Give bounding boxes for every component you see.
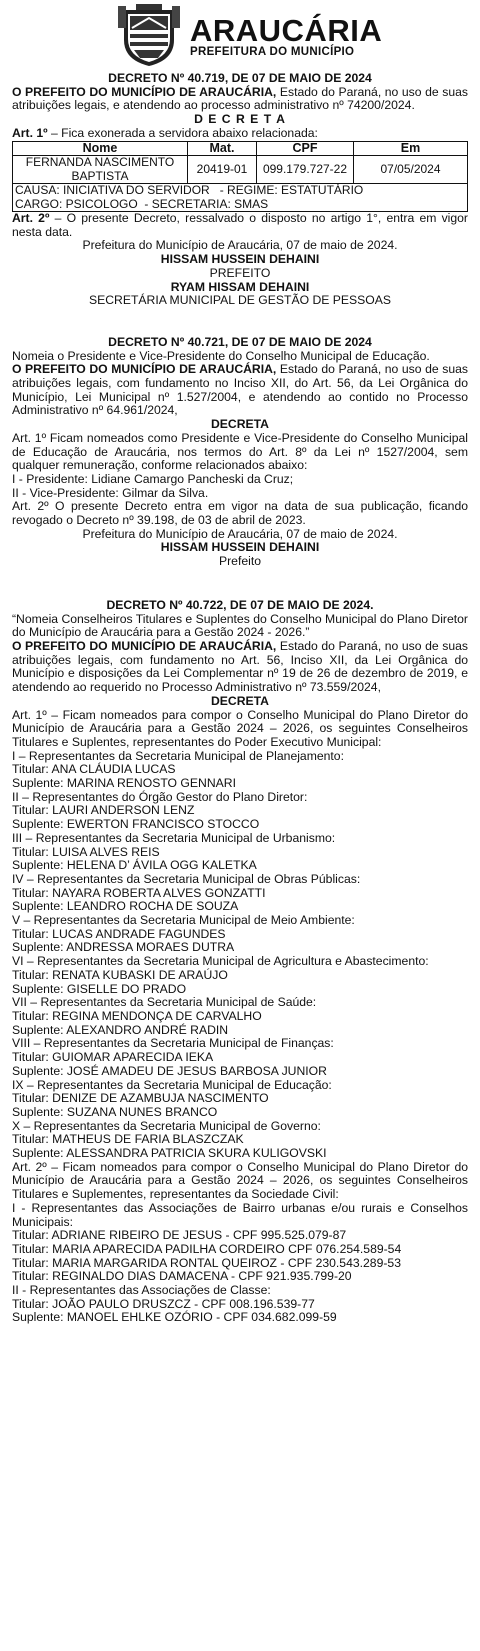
list-item: Titular: NAYARA ROBERTA ALVES GONZATTI	[12, 885, 266, 900]
list-item: IX – Representantes da Secretaria Municipal de Educação:	[12, 1077, 332, 1092]
list-item: Suplente: HELENA D’ ÁVILA OGG KALETKA	[12, 858, 257, 873]
exoneration-table	[12, 141, 468, 185]
list-item: II - Vice-Presidente: Gilmar da Silva.	[12, 485, 209, 500]
cell-em: 07/05/2024	[354, 156, 468, 184]
signatory-mayor: HISSAM HUSSEIN DEHAINI	[160, 540, 320, 555]
list-item: Suplente: MARINA RENOSTO GENNARI	[12, 776, 236, 791]
brand	[190, 13, 383, 58]
table-header-row	[13, 141, 468, 156]
decreta-heading: DECRETA	[210, 693, 269, 708]
list-item: I - Presidente: Lidiane Camargo Pancheski da Cruz;	[12, 471, 294, 486]
brand-name: ARAUCÁRIA	[190, 13, 383, 48]
list-item: Titular: GUIOMAR APARECIDA IEKA	[12, 1050, 214, 1065]
art2	[12, 212, 468, 239]
signatory-secretary-role: SECRETÁRIA MUNICIPAL DE GESTÃO DE PESSOAS	[88, 293, 392, 308]
document-page	[12, 0, 468, 1325]
art2: Art. 2º – Ficam nomeados para compor o Conselho Municipal do Plano Diretor do Município de Araucária para a Gestão 2024 – 2026, os seguintes Conselheiros Titulares e Suplementes, representantes da Sociedade Civil:	[12, 1159, 468, 1202]
intro-bold: O PREFEITO DO MUNICÍPIO DE ARAUCÁRIA,	[12, 362, 277, 377]
list-item: V – Representantes da Secretaria Municipal de Meio Ambiente:	[12, 913, 355, 928]
list-item: Suplente: ALESSANDRA PATRICIA SKURA KULIGOVSKI	[12, 1146, 327, 1161]
decree-summary: “Nomeia Conselheiros Titulares e Suplentes do Conselho Municipal do Plano Diretor do Município de Araucária para a Gestão 2024 - 2026.”	[12, 611, 468, 640]
list-item: Titular: ADRIANE RIBEIRO DE JESUS - CPF 995.525.079-87	[12, 1228, 347, 1243]
list-item: Titular: ANA CLÁUDIA LUCAS	[12, 762, 176, 777]
list-item: Suplente: EWERTON FRANCISCO STOCCO	[12, 817, 260, 832]
list-item: III – Representantes da Secretaria Municipal de Urbanismo:	[12, 830, 336, 845]
intro-bold: O PREFEITO DO MUNICÍPIO DE ARAUCÁRIA,	[12, 84, 277, 99]
signatory-mayor-role: Prefeito	[218, 554, 261, 569]
intro-text: Estado do Paraná, no uso de suas atribuições legais, com fundamento no Art. 56, Inciso XII, da Lei Orgânica do Município e disposições da Lei Complementar nº 19 de 26 de dezembro de 2019, e atendendo ao requerido no Processo Administrativo nº 73.559/2024,	[12, 639, 468, 695]
list-item: Titular: JOÃO PAULO DRUSZCZ - CPF 008.196.539-77	[12, 1296, 315, 1311]
intro-text: Estado do Paraná, no uso de suas atribuições legais, com fundamento no Inciso XII, do Art. 56, da Lei Orgânica do Município, Lei Municipal nº 1.527/2004, e atendendo ao contido no Processo Administrativo nº 64.961/2024,	[12, 362, 468, 418]
executive-members-list	[12, 750, 468, 1161]
signatory-secretary: RYAM HISSAM DEHAINI	[170, 279, 310, 294]
art1: Art. 1º – Ficam nomeados para compor o Conselho Municipal do Plano Diretor do Município de Araucária para a Gestão 2024 – 2026, os seguintes Conselheiros Titulares e Suplentes, representantes do Poder Executivo Municipal:	[12, 707, 468, 749]
list-item: Titular: LUISA ALVES REIS	[12, 844, 160, 859]
list-item: X – Representantes da Secretaria Municipal de Governo:	[12, 1118, 321, 1133]
list-item: VI – Representantes da Secretaria Municipal de Agricultura e Abastecimento:	[12, 954, 429, 969]
cargo-line: CARGO: PSICOLOGO - SECRETARIA: SMAS	[15, 196, 269, 211]
col-em: Em	[354, 141, 468, 156]
list-item: Suplente: LEANDRO ROCHA DE SOUZA	[12, 899, 239, 914]
decree-title: DECRETO Nº 40.719, DE 07 DE MAIO DE 2024	[108, 71, 372, 85]
cell-nome: FERNANDA NASCIMENTO BAPTISTA	[13, 156, 188, 184]
causa-line: CAUSA: INICIATIVA DO SERVIDOR - REGIME: ESTATUTÁRIO	[15, 183, 364, 198]
place-date: Prefeitura do Município de Araucária, 07 de maio de 2024.	[82, 526, 398, 541]
list-item: Titular: DENIZE DE AZAMBUJA NASCIMENTO	[12, 1091, 269, 1106]
signatory-mayor: HISSAM HUSSEIN DEHAINI	[160, 252, 320, 267]
signatory-mayor-role: PREFEITO	[209, 265, 271, 280]
brand-subtitle: PREFEITURA DO MUNICÍPIO	[190, 46, 355, 58]
list-item: Titular: REGINALDO DIAS DAMACENA - CPF 921.935.799-20	[12, 1269, 352, 1284]
art1: Art. 1º Ficam nomeados como Presidente e Vice-Presidente do Conselho Municipal de Educação de Araucária, nos termos do Art. 8º da Lei nº 1527/2004, sem qualquer remuneração, conforme relacionados abaixo:	[12, 430, 468, 473]
place-date: Prefeitura do Município de Araucária, 07 de maio de 2024.	[82, 238, 398, 253]
list-item: Titular: REGINA MENDONÇA DE CARVALHO	[12, 1008, 262, 1023]
col-nome: Nome	[13, 141, 188, 156]
list-item: Suplente: MANOEL EHLKE OZÓRIO - CPF 034.682.099-59	[12, 1310, 337, 1325]
decree-40722	[12, 599, 468, 1325]
list-item: Titular: RENATA KUBASKI DE ARAÚJO	[12, 967, 228, 982]
cell-cpf: 099.179.727-22	[257, 156, 354, 184]
decree-title: DECRETO Nº 40.722, DE 07 DE MAIO DE 2024.	[106, 597, 374, 612]
spacer	[12, 308, 468, 336]
list-item: Titular: MATHEUS DE FARIA BLASZCZAK	[12, 1132, 244, 1147]
cell-mat: 20419-01	[188, 156, 257, 184]
list-item: I - Representantes das Associações de Bairro urbanas e/ou rurais e Conselhos Municipais:	[12, 1200, 468, 1229]
col-mat: Mat.	[188, 141, 257, 156]
header	[12, 0, 468, 72]
art2-text: – O presente Decreto, ressalvado o disposto no artigo 1°, entra em vigor nesta data.	[12, 211, 468, 239]
list-item: Suplente: ALEXANDRO ANDRÉ RADIN	[12, 1022, 229, 1037]
art1	[12, 127, 468, 141]
list-item: II – Representantes do Órgão Gestor do Plano Diretor:	[12, 789, 308, 804]
art2: Art. 2º O presente Decreto entra em vigor na data de sua publicação, ficando revogado o Decreto nº 39.198, de 03 de abril de 2023.	[12, 499, 468, 528]
list-item: VII – Representantes da Secretaria Municipal de Saúde:	[12, 995, 317, 1010]
city-seal-logo	[116, 4, 182, 68]
intro-bold: O PREFEITO DO MUNICÍPIO DE ARAUCÁRIA,	[12, 639, 277, 653]
list-item: IV – Representantes da Secretaria Municipal de Obras Públicas:	[12, 871, 361, 886]
list-item: Suplente: SUZANA NUNES BRANCO	[12, 1104, 218, 1119]
list-item: Suplente: JOSÉ AMADEU DE JESUS BARBOSA JUNIOR	[12, 1063, 327, 1078]
decree-40721	[12, 336, 468, 569]
causa-cargo-box	[12, 184, 468, 212]
list-item: Titular: LAURI ANDERSON LENZ	[12, 803, 195, 818]
list-item: Suplente: GISELLE DO PRADO	[12, 981, 187, 996]
decree-40719	[12, 72, 468, 308]
decree-intro	[12, 86, 468, 113]
art2-label: Art. 2º	[12, 211, 50, 226]
decree-summary: Nomeia o Presidente e Vice-Presidente do Conselho Municipal de Educação.	[12, 348, 430, 363]
decreta-heading: DECRETA	[210, 417, 269, 432]
intro-text: Estado do Paraná, no uso de suas atribuições legais, e atendendo ao processo administrativo nº 74200/2024.	[12, 84, 468, 113]
decree-intro	[12, 363, 468, 418]
decree-intro	[12, 640, 468, 695]
col-cpf: CPF	[257, 141, 354, 156]
decree-title: DECRETO Nº 40.721, DE 07 DE MAIO DE 2024	[108, 334, 372, 349]
list-item: Titular: LUCAS ANDRADE FAGUNDES	[12, 926, 226, 941]
art1-label: Art. 1º	[12, 125, 48, 140]
spacer	[12, 569, 468, 599]
list-item: I – Representantes da Secretaria Municipal de Planejamento:	[12, 748, 344, 763]
list-item: Titular: MARIA APARECIDA PADILHA CORDEIRO CPF 076.254.589-54	[12, 1241, 402, 1256]
list-item: II - Representantes das Associações de Classe:	[12, 1283, 271, 1298]
list-item: VIII – Representantes da Secretaria Municipal de Finanças:	[12, 1036, 334, 1051]
civil-society-members-list	[12, 1202, 468, 1325]
list-item: Suplente: ANDRESSA MORAES DUTRA	[12, 940, 235, 955]
table-row	[13, 156, 468, 184]
list-item: Titular: MARIA MARGARIDA RONTAL QUEIROZ - CPF 230.543.289-53	[12, 1255, 401, 1270]
decreta-heading: D E C R E T A	[194, 112, 286, 127]
art1-text: – Fica exonerada a servidora abaixo relacionada:	[47, 125, 318, 140]
